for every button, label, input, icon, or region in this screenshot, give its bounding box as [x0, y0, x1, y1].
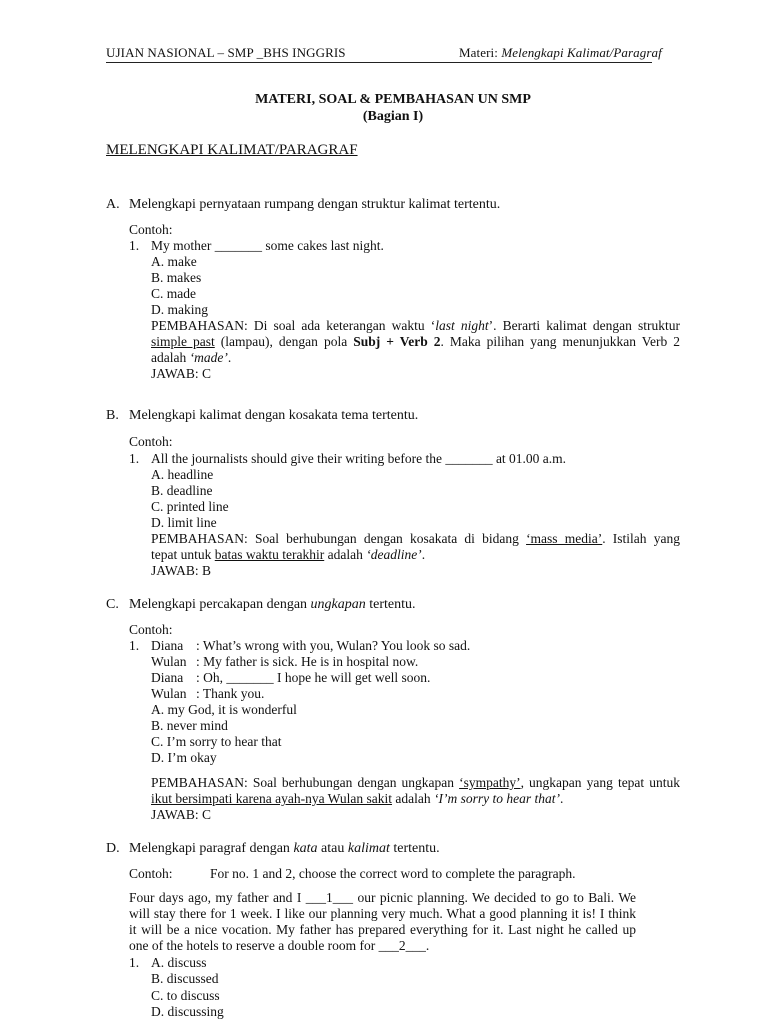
section-d-option-b: B. discussed — [151, 971, 219, 986]
text-run-italic: ungkapan — [310, 597, 366, 612]
section-b-explanation-line-2 — [151, 547, 425, 563]
text-run: (lampau), dengan pola — [214, 334, 354, 349]
text-run: . — [559, 791, 564, 806]
section-a-heading: Melengkapi pernyataan rumpang dengan struktur kalimat tertentu. — [129, 197, 501, 212]
text-run: tertentu. — [365, 597, 416, 612]
text-run: . — [227, 350, 232, 365]
section-a-explanation-line-3 — [151, 350, 231, 366]
dialog-speaker: Diana — [151, 670, 184, 685]
section-b-question: All the journalists should give their writing before the _______ at 01.00 a.m. — [151, 451, 567, 466]
text-run: . Maka pilihan yang menunjukkan Verb 2 — [440, 334, 680, 349]
section-b-option-c: C. printed line — [151, 499, 229, 514]
paragraph-line: will stay there for 1 week. I like our planning very much. What a good planning it is! I think — [129, 906, 636, 921]
dialog-text: : My father is sick. He is in hospital now. — [196, 654, 419, 669]
header-rule — [106, 62, 652, 63]
section-c-explanation-line-1 — [151, 775, 680, 791]
text-run-italic: kata — [293, 841, 318, 856]
paragraph-line: one of the hotels to reserve a double room for ___2___. — [129, 938, 430, 953]
section-d-heading — [129, 841, 440, 857]
section-d-contoh: Contoh: — [129, 866, 173, 881]
section-title: MELENGKAPI KALIMAT/PARAGRAF — [106, 142, 358, 158]
text-run: adalah — [392, 791, 434, 806]
section-c-label: C. — [106, 597, 119, 612]
section-a-label: A. — [106, 197, 120, 212]
text-run-italic: last night — [435, 318, 489, 333]
dialog-speaker: Wulan — [151, 654, 187, 669]
section-c-option-a: A. my God, it is wonderful — [151, 702, 297, 717]
section-a-explanation-line-2 — [151, 334, 680, 350]
text-run-underline: ‘sympathy’ — [459, 775, 521, 790]
dialog-text: : Oh, _______ I hope he will get well soon. — [196, 670, 431, 685]
text-run: PEMBAHASAN: Soal berhubungan dengan ungkapan — [151, 775, 460, 790]
section-c-option-b: B. never mind — [151, 718, 228, 733]
text-run: tertentu. — [389, 841, 440, 856]
dialog-speaker: Wulan — [151, 686, 187, 701]
text-run: PEMBAHASAN: Soal berhubungan dengan kosakata di bidang — [151, 531, 527, 546]
dialog-text: : What’s wrong with you, Wulan? You look so sad. — [196, 638, 471, 653]
page-subtitle: (Bagian I) — [362, 109, 424, 124]
text-run-underline: simple past — [151, 334, 215, 349]
header-right-label: Materi: — [459, 45, 502, 60]
section-c-option-d: D. I’m okay — [151, 750, 217, 765]
page-title: MATERI, SOAL & PEMBAHASAN UN SMP — [255, 92, 531, 107]
text-run-italic: kalimat — [347, 841, 390, 856]
section-d-option-c: C. to discuss — [151, 988, 220, 1003]
section-d-option-a: A. discuss — [151, 955, 207, 970]
text-run-italic: ‘made’ — [189, 350, 228, 365]
paragraph-line: Four days ago, my father and I ___1___ our picnic planning. We decided to go to Bali. We — [129, 890, 636, 905]
text-run: . — [421, 547, 426, 562]
section-b-contoh: Contoh: — [129, 434, 173, 449]
text-run: PEMBAHASAN: Di soal ada keterangan waktu ‘ — [151, 318, 436, 333]
section-a-option-d: D. making — [151, 302, 208, 317]
dialog-speaker: Diana — [151, 638, 184, 653]
text-run: tepat untuk — [151, 547, 215, 562]
text-run: ’. Berarti kalimat dengan struktur — [488, 318, 680, 333]
section-c-option-c: C. I’m sorry to hear that — [151, 734, 282, 749]
section-b-option-d: D. limit line — [151, 515, 217, 530]
section-d-instruction: For no. 1 and 2, choose the correct word to complete the paragraph. — [210, 866, 576, 881]
text-run-italic: ‘I’m sorry to hear that’ — [434, 791, 560, 806]
section-a-contoh: Contoh: — [129, 222, 173, 237]
section-b-heading: Melengkapi kalimat dengan kosakata tema tertentu. — [129, 408, 419, 423]
text-run-underline: ‘mass media’ — [526, 531, 603, 546]
section-a-question: My mother _______ some cakes last night. — [151, 238, 384, 253]
section-a-explanation-line-1 — [151, 318, 680, 334]
section-d-q-num: 1. — [129, 955, 140, 970]
section-c-q-num: 1. — [129, 638, 140, 653]
section-d-option-d: D. discussing — [151, 1004, 224, 1019]
text-run-bold: Subj + Verb 2 — [353, 334, 441, 349]
section-c-heading — [129, 597, 416, 613]
section-b-label: B. — [106, 408, 119, 423]
section-a-option-b: B. makes — [151, 270, 202, 285]
text-run: Melengkapi percakapan dengan — [129, 597, 311, 612]
section-c-explanation-line-2 — [151, 791, 563, 807]
section-a-option-a: A. make — [151, 254, 197, 269]
section-b-q-num: 1. — [129, 451, 140, 466]
section-c-contoh: Contoh: — [129, 622, 173, 637]
text-run: adalah — [324, 547, 367, 562]
section-a-q-num: 1. — [129, 238, 140, 253]
text-run-underline: batas waktu terakhir — [214, 547, 325, 562]
header-right — [459, 45, 662, 61]
header-right-topic: Melengkapi Kalimat/Paragraf — [501, 45, 662, 60]
section-b-option-a: A. headline — [151, 467, 214, 482]
text-run-italic: ‘deadline’ — [366, 547, 422, 562]
text-run: . Istilah yang — [602, 531, 680, 546]
section-b-answer: JAWAB: B — [151, 563, 212, 578]
header-left: UJIAN NASIONAL – SMP _BHS INGGRIS — [106, 45, 346, 60]
text-run-underline: ikut bersimpati karena ayah-nya Wulan sakit — [151, 791, 393, 806]
section-b-explanation-line-1 — [151, 531, 680, 547]
section-a-answer: JAWAB: C — [151, 366, 212, 381]
text-run: adalah — [151, 350, 190, 365]
dialog-text: : Thank you. — [196, 686, 265, 701]
text-run: Melengkapi paragraf dengan — [129, 841, 294, 856]
paragraph-line: it will be a nice vocation. My father has prepared everything for it. Last night he called up — [129, 922, 636, 937]
section-c-answer: JAWAB: C — [151, 807, 212, 822]
section-d-label: D. — [106, 841, 120, 856]
section-a-option-c: C. made — [151, 286, 196, 301]
text-run: , ungkapan yang tepat untuk — [520, 775, 681, 790]
text-run: atau — [317, 841, 348, 856]
section-b-option-b: B. deadline — [151, 483, 213, 498]
